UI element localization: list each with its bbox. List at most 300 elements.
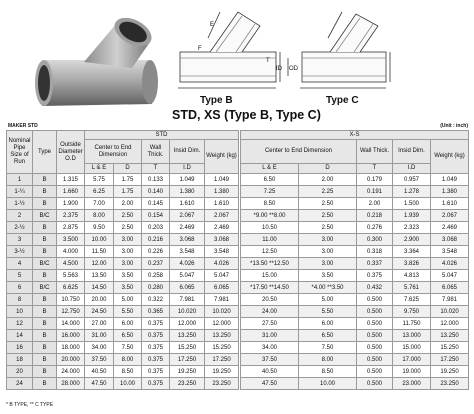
std-cell: 6.065 [170,282,205,294]
xs-cell: 2.900 [393,234,431,246]
std-cell: 8 [7,294,33,306]
std-cell: 8.50 [114,366,142,378]
xs-cell: 0.191 [357,186,393,198]
std-cell: 15.250 [205,342,239,354]
std-cell: B [33,174,57,186]
std-cell: 47.50 [85,378,114,390]
std-cell: 12.750 [57,306,85,318]
xs-cell: 17.000 [393,354,431,366]
std-cell: 1.380 [170,186,205,198]
xs-cell: *4.00 **3.50 [299,282,357,294]
std-table-row [7,342,239,354]
xs-cell: 7.25 [241,186,299,198]
xs-cell: 2.00 [299,174,357,186]
xs-cell: 7.625 [393,294,431,306]
std-cell: 6.00 [114,318,142,330]
xs-table-body [241,174,469,390]
std-cell: 2-½ [7,222,33,234]
std-cell: 0.375 [142,330,170,342]
xs-cell: 2.469 [431,222,469,234]
std-cell: 19.250 [170,366,205,378]
std-cell: 34.00 [85,342,114,354]
std-table-row [7,294,239,306]
xs-cell: 11.750 [393,318,431,330]
xs-table-row [241,330,469,342]
xs-dimension-table [240,130,469,390]
xs-table-row [241,354,469,366]
xs-cell: 0.218 [357,210,393,222]
std-cell: 1.610 [170,198,205,210]
xs-cell: *13.50 **12.50 [241,258,299,270]
std-cell: 7.981 [205,294,239,306]
std-table-row [7,258,239,270]
std-inside-header: Insid Dim. [170,140,205,164]
std-table-row [7,210,239,222]
std-cell: B [33,330,57,342]
std-cell: 0.133 [142,174,170,186]
std-id-header: I.D [170,164,205,174]
std-cell: 4.500 [57,258,85,270]
std-cell: 7.981 [170,294,205,306]
std-cell: B [33,342,57,354]
std-cell: 11.50 [85,246,114,258]
xs-table-row [241,186,469,198]
std-cell: B/C [33,282,57,294]
std-cell: 4.026 [170,258,205,270]
std-cell: 5.047 [170,270,205,282]
std-cell: B [33,354,57,366]
std-cell: 3.500 [57,234,85,246]
xs-cell: 19.000 [393,366,431,378]
std-cell: 14 [7,330,33,342]
xs-cell: 8.50 [241,198,299,210]
xs-cell: 15.000 [393,342,431,354]
std-cell: 23.250 [205,378,239,390]
xs-cell: 1.500 [393,198,431,210]
xs-table-row [241,234,469,246]
std-cell: 24.000 [57,366,85,378]
std-cell: 20.00 [85,294,114,306]
xs-cell: 0.500 [357,330,393,342]
xs-table-row [241,246,469,258]
xs-cell: 3.068 [431,234,469,246]
std-cell: 2.375 [57,210,85,222]
xs-cell: 40.50 [241,366,299,378]
std-cell: 1.610 [205,198,239,210]
std-group-header: STD [85,131,239,140]
dim-f-label: F [198,46,202,52]
xs-cell: 0.500 [357,306,393,318]
xs-cell: 13.000 [393,330,431,342]
xs-cell: 0.500 [357,366,393,378]
std-cell: 10.750 [57,294,85,306]
std-cell: 2.875 [57,222,85,234]
std-cell: 2.50 [114,210,142,222]
std-cell: 16.000 [57,330,85,342]
std-table-row [7,306,239,318]
std-cell: 2.067 [170,210,205,222]
dim-t-label: T [266,58,270,64]
std-cell: 13.250 [170,330,205,342]
std-table-row [7,318,239,330]
xs-cell: 5.761 [393,282,431,294]
xs-table-row [241,294,469,306]
std-le-header: L & E [85,164,114,174]
type-c-diagram [300,12,390,88]
std-table-row [7,378,239,390]
std-cell: 7.50 [114,342,142,354]
xs-cell: 47.50 [241,378,299,390]
xs-cell: 3.826 [393,258,431,270]
xs-cell: 4.026 [431,258,469,270]
xs-cell: 0.432 [357,282,393,294]
std-cell: 19.250 [205,366,239,378]
xs-cell: 10.50 [241,222,299,234]
std-cell: 31.00 [85,330,114,342]
xs-cell: 5.047 [431,270,469,282]
xs-table-row [241,366,469,378]
xs-t-header: T [357,164,393,174]
xs-cell: 0.375 [357,270,393,282]
std-cell: 0.258 [142,270,170,282]
std-table-row [7,282,239,294]
std-dimension-table [6,130,239,390]
xs-cell: 6.00 [299,318,357,330]
std-cell: B/C [33,210,57,222]
xs-cell: 12.000 [431,318,469,330]
xs-cell: *17.50 **14.50 [241,282,299,294]
xs-cell: 37.50 [241,354,299,366]
std-table-row [7,222,239,234]
xs-cell: 23.000 [393,378,431,390]
xs-cell: 11.00 [241,234,299,246]
std-table-row [7,234,239,246]
xs-table-row [241,222,469,234]
xs-cell: 9.750 [393,306,431,318]
std-cell: 0.226 [142,246,170,258]
std-cell: 0.375 [142,354,170,366]
xs-table-row [241,342,469,354]
std-cell: B [33,306,57,318]
std-cell: 37.50 [85,354,114,366]
std-cell: 5.75 [85,174,114,186]
std-cell: 20 [7,366,33,378]
std-cell: 5.00 [114,294,142,306]
xs-cell: 12.50 [241,246,299,258]
std-cell: B [33,234,57,246]
xs-cell: 1.278 [393,186,431,198]
std-cell: 3-½ [7,246,33,258]
std-cell: 13.250 [205,330,239,342]
std-cell: 14.50 [85,282,114,294]
xs-cell: 2.25 [299,186,357,198]
std-cell: 0.140 [142,186,170,198]
std-cell: 1 [7,174,33,186]
xs-cell: 3.00 [299,234,357,246]
std-cell: 0.154 [142,210,170,222]
xs-cell: 15.250 [431,342,469,354]
xs-table-row [241,318,469,330]
std-cell: 0.375 [142,342,170,354]
std-cell: 0.280 [142,282,170,294]
std-cell: 3.548 [205,246,239,258]
dim-e-label: E [210,22,215,28]
xs-group-header: X-S [241,131,469,140]
xs-cell: 2.50 [299,222,357,234]
std-cell: 3.00 [114,258,142,270]
std-cell: B [33,246,57,258]
type-b-label: Type B [200,95,233,106]
std-cell: B [33,294,57,306]
xs-cell: 0.957 [393,174,431,186]
std-cell: 12 [7,318,33,330]
std-cell: 6.25 [85,186,114,198]
std-cell: 0.145 [142,198,170,210]
xs-cell: 1.610 [431,198,469,210]
std-cell: 15.250 [170,342,205,354]
xs-table-row [241,282,469,294]
std-cell: 3.068 [170,234,205,246]
std-cell: B/C [33,258,57,270]
xs-inside-header: Insid Dim. [393,140,431,164]
std-cell: 3.00 [114,246,142,258]
xs-cell: 23.250 [431,378,469,390]
xs-cell: 3.364 [393,246,431,258]
xs-cell: 2.50 [299,210,357,222]
std-t-header: T [142,164,170,174]
std-cell: 6 [7,282,33,294]
std-cell: B [33,378,57,390]
std-wall-header: Wall Thick. [142,140,170,164]
std-cell: 3.548 [170,246,205,258]
std-cell: 0.203 [142,222,170,234]
xs-cell: 27.50 [241,318,299,330]
xs-cell: 3.548 [431,246,469,258]
std-cell: 5.563 [57,270,85,282]
xs-cell: 3.00 [299,246,357,258]
std-cell: 2.469 [205,222,239,234]
std-cell: 12.000 [205,318,239,330]
std-cell: 13.50 [85,270,114,282]
std-cell: 9.50 [85,222,114,234]
std-cell: 1.049 [170,174,205,186]
xs-table-row [241,306,469,318]
std-cell: 3 [7,234,33,246]
xs-cell: 0.500 [357,354,393,366]
xs-cell: 1.380 [431,186,469,198]
std-cell: B [33,198,57,210]
xs-cell: 3.00 [299,258,357,270]
std-cell: 16 [7,342,33,354]
xs-table-row [241,258,469,270]
std-cell: 17.250 [170,354,205,366]
std-cell: 20.000 [57,354,85,366]
std-cell: 5 [7,270,33,282]
std-cell: 7.00 [85,198,114,210]
xs-cell: 0.500 [357,318,393,330]
std-cell: 0.322 [142,294,170,306]
type-c-label: Type C [326,95,359,106]
std-cell: 40.50 [85,366,114,378]
std-cell: 10 [7,306,33,318]
lateral-tee-photo [28,2,176,116]
std-table-row [7,330,239,342]
std-table-row [7,198,239,210]
page-title: STD, XS (Type B, Type C) [172,108,321,122]
std-cell: 2.469 [170,222,205,234]
xs-cell: 2.50 [299,198,357,210]
xs-cell: 2.323 [393,222,431,234]
xs-cell: *9.00 **8.00 [241,210,299,222]
xs-cell: 0.276 [357,222,393,234]
std-table-row [7,354,239,366]
xs-cell: 5.00 [299,294,357,306]
std-cell: 0.375 [142,318,170,330]
std-cell: 27.00 [85,318,114,330]
std-cell: 1.380 [205,186,239,198]
std-cell: 3.50 [114,282,142,294]
xs-table-row [241,378,469,390]
std-cell: 10.020 [205,306,239,318]
xs-cell: 4.813 [393,270,431,282]
std-cell: 8.00 [85,210,114,222]
od-header: Outside Diameter O.D [57,131,85,174]
std-cell: 24.50 [85,306,114,318]
xs-cell: 20.50 [241,294,299,306]
unit-label: (Unit : inch) [440,123,468,129]
std-cell: B [33,270,57,282]
std-cell: 10.00 [114,378,142,390]
dim-od-label: OD [289,66,298,72]
xs-table-row [241,210,469,222]
xs-cell: 7.981 [431,294,469,306]
footnote: * B TYPE, ** C TYPE [6,402,54,408]
xs-cell: 17.250 [431,354,469,366]
std-cell: 23.250 [170,378,205,390]
xs-d-header: D [299,164,357,174]
std-cell: 2.067 [205,210,239,222]
xs-cell: 10.020 [431,306,469,318]
std-cell: 4 [7,258,33,270]
std-cell: 3.00 [114,234,142,246]
std-table-row [7,270,239,282]
std-cell: 2.50 [114,222,142,234]
std-table-row [7,246,239,258]
std-cell: 12.00 [85,258,114,270]
xs-cell: 10.00 [299,378,357,390]
xs-cell: 5.50 [299,306,357,318]
xs-cell: 6.065 [431,282,469,294]
std-cell: 0.237 [142,258,170,270]
xs-le-header: L & E [241,164,299,174]
std-cell: B [33,186,57,198]
xs-table-row [241,270,469,282]
xs-cell: 7.50 [299,342,357,354]
xs-cell: 8.00 [299,354,357,366]
std-cell: 12.000 [170,318,205,330]
std-cell: 18.000 [57,342,85,354]
xs-cell: 19.250 [431,366,469,378]
xs-id-header: I.D [393,164,431,174]
xs-cell: 34.00 [241,342,299,354]
std-cell: 1.75 [114,174,142,186]
xs-cell: 0.500 [357,378,393,390]
xs-cell: 1.939 [393,210,431,222]
std-cell: 10.00 [85,234,114,246]
xs-weight-header: Weight (kg) [431,140,469,174]
std-d-header: D [114,164,142,174]
xs-cell: 0.300 [357,234,393,246]
xs-wall-header: Wall Thick. [357,140,393,164]
std-cell: 24 [7,378,33,390]
std-cell: 28.000 [57,378,85,390]
xs-cell: 8.50 [299,366,357,378]
xs-cell: 6.50 [299,330,357,342]
std-table-body [7,174,239,390]
maker-label: MAKER STD [8,123,38,129]
xs-table-row [241,174,469,186]
xs-table-row [241,198,469,210]
xs-cell: 2.067 [431,210,469,222]
std-cell: 3.50 [114,270,142,282]
xs-cell: 3.50 [299,270,357,282]
xs-ctoe-header: Center to End Dimension [241,140,357,164]
dim-id-label: ID [276,66,282,72]
std-cell: 0.216 [142,234,170,246]
std-cell: 1-¼ [7,186,33,198]
std-cell: 8.00 [114,354,142,366]
xs-cell: 0.318 [357,246,393,258]
xs-cell: 24.00 [241,306,299,318]
std-cell: 2.00 [114,198,142,210]
std-cell: B [33,318,57,330]
std-ctoe-header: Center to End Dimension [85,140,142,164]
std-cell: 5.047 [205,270,239,282]
std-weight-header: Weight (kg) [205,140,239,174]
type-header: Type [33,131,57,174]
xs-cell: 0.500 [357,342,393,354]
xs-cell: 31.00 [241,330,299,342]
std-cell: 1.900 [57,198,85,210]
type-b-type-c-diagrams [176,2,398,104]
std-cell: 14.000 [57,318,85,330]
std-table-row [7,366,239,378]
std-cell: 18 [7,354,33,366]
std-cell: 6.50 [114,330,142,342]
std-cell: 1.049 [205,174,239,186]
xs-cell: 0.179 [357,174,393,186]
xs-cell: 0.500 [357,294,393,306]
std-cell: 4.000 [57,246,85,258]
xs-cell: 13.250 [431,330,469,342]
std-cell: 3.068 [205,234,239,246]
type-b-diagram [178,12,288,88]
nps-header: Nominal Pipe Size of Run [7,131,33,174]
std-cell: 0.365 [142,306,170,318]
std-cell: 1.75 [114,186,142,198]
xs-cell: 0.337 [357,258,393,270]
std-cell: 1.660 [57,186,85,198]
xs-cell: 6.50 [241,174,299,186]
std-cell: 17.250 [205,354,239,366]
std-cell: 6.065 [205,282,239,294]
std-cell: 1.315 [57,174,85,186]
xs-cell: 1.049 [431,174,469,186]
std-cell: 6.625 [57,282,85,294]
std-cell: 1-½ [7,198,33,210]
std-cell: B [33,222,57,234]
std-cell: B [33,366,57,378]
